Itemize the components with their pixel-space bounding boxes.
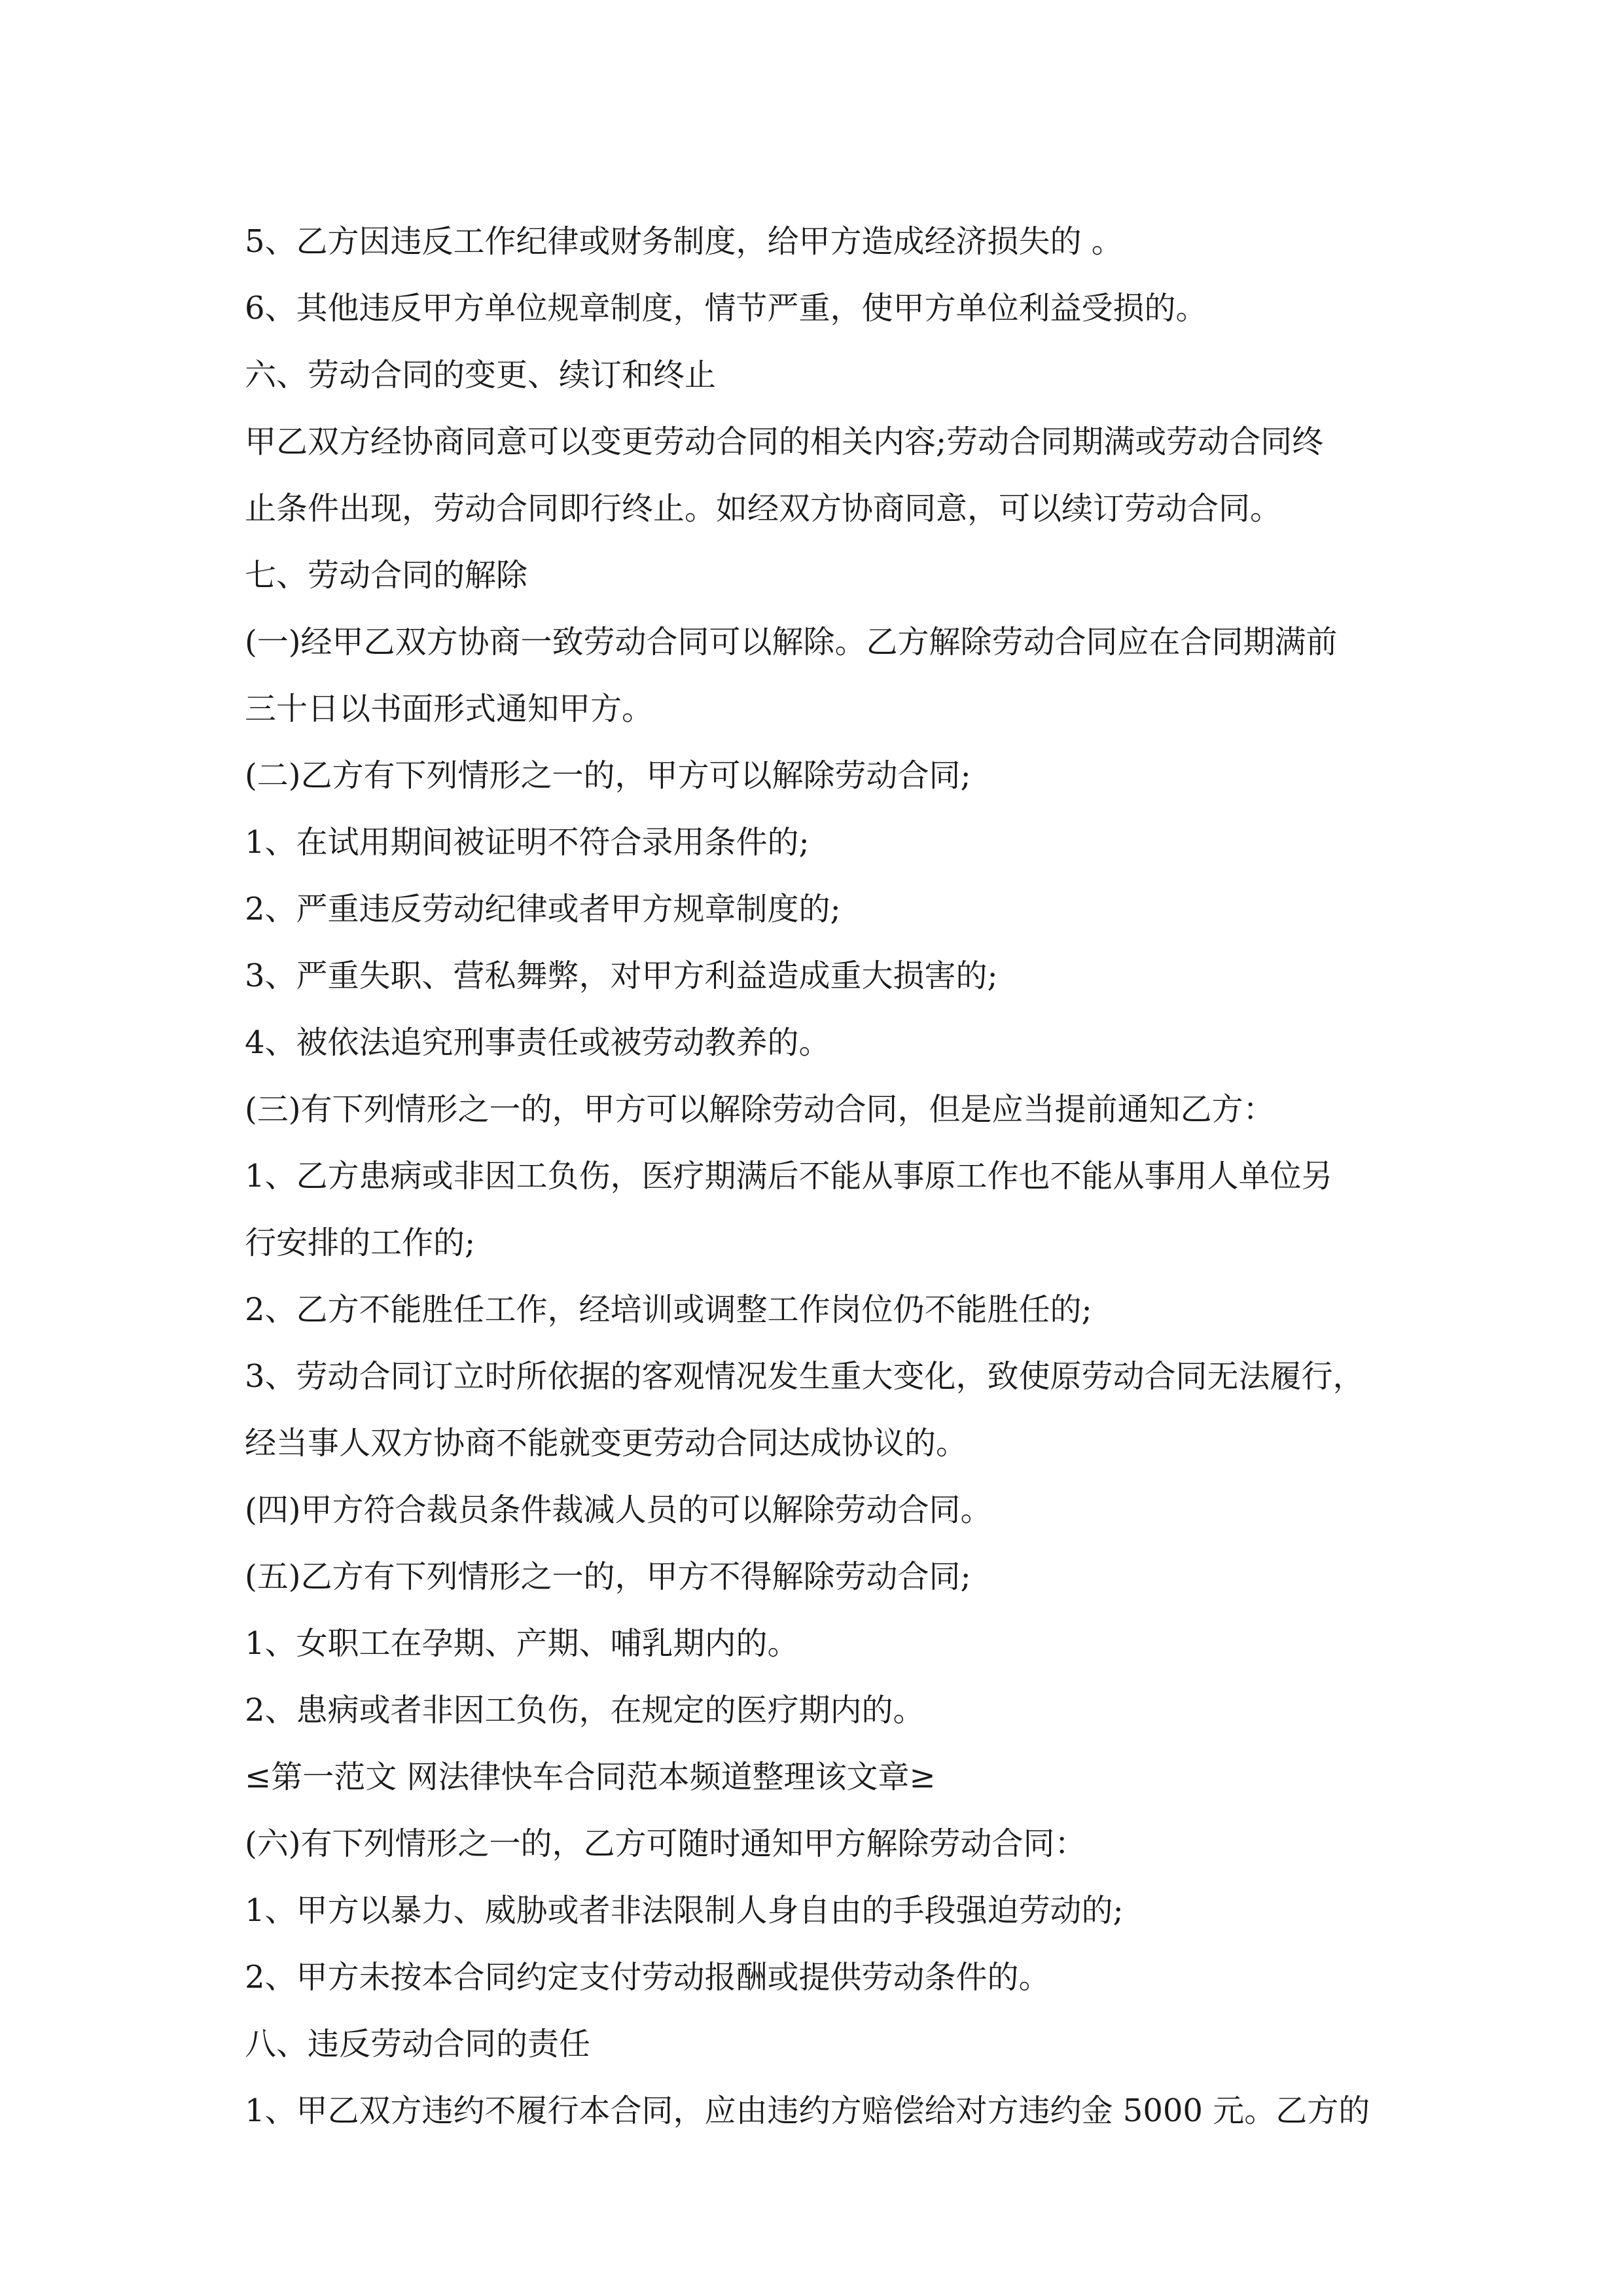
text-line: 1、甲乙双方违约不履行本合同，应由违约方赔偿给对方违约金 5000 元。乙方的 (245, 2092, 1370, 2129)
text-line: 2、严重违反劳动纪律或者甲方规章制度的; (245, 891, 841, 927)
section-heading: 八、违反劳动合同的责任 (245, 2026, 591, 2062)
text-line: 6、其他违反甲方单位规章制度，情节严重，使甲方单位利益受损的。 (245, 290, 1207, 327)
text-line: 1、女职工在孕期、产期、哺乳期内的。 (245, 1625, 799, 1662)
section-heading: 七、劳动合同的解除 (245, 557, 528, 594)
text-line: (二)乙方有下列情形之一的，甲方可以解除劳动合同; (245, 757, 971, 794)
document-body (245, 208, 1423, 2144)
text-line: 4、被依法追究刑事责任或被劳动教养的。 (245, 1024, 830, 1061)
text-line: 3、严重失职、营私舞弊，对甲方利益造成重大损害的; (245, 958, 998, 994)
text-line: (一)经甲乙双方协商一致劳动合同可以解除。乙方解除劳动合同应在合同期满前 (245, 624, 1338, 660)
text-line: 甲乙双方经协商同意可以变更劳动合同的相关内容;劳动合同期满或劳动合同终 (245, 423, 1324, 460)
text-line: 三十日以书面形式通知甲方。 (245, 691, 654, 727)
text-line: (六)有下列情形之一的，乙方可随时通知甲方解除劳动合同： (245, 1825, 1086, 1862)
text-line: (四)甲方符合裁员条件裁减人员的可以解除劳动合同。 (245, 1492, 992, 1528)
section-heading: 六、劳动合同的变更、续订和终止 (245, 357, 717, 393)
text-line: 1、在试用期间被证明不符合录用条件的; (245, 824, 810, 861)
text-line: 1、乙方患病或非因工负伤，医疗期满后不能从事原工作也不能从事用人单位另 (245, 1158, 1333, 1194)
text-line: (五)乙方有下列情形之一的，甲方不得解除劳动合同; (245, 1558, 971, 1595)
text-line: 止条件出现，劳动合同即行终止。如经双方协商同意，可以续订劳动合同。 (245, 490, 1282, 527)
text-line: (三)有下列情形之一的，甲方可以解除劳动合同，但是应当提前通知乙方： (245, 1091, 1275, 1128)
text-line: 2、乙方不能胜任工作，经培训或调整工作岗位仍不能胜任的; (245, 1291, 1092, 1328)
text-line: 经当事人双方协商不能就变更劳动合同达成协议的。 (245, 1425, 968, 1462)
source-note: ≤第一范文 网法律快车合同范本频道整理该文章≥ (245, 1759, 936, 1795)
text-line: 5、乙方因违反工作纪律或财务制度，给甲方造成经济损失的 。 (245, 223, 1123, 260)
text-line: 2、甲方未按本合同约定支付劳动报酬或提供劳动条件的。 (245, 1959, 1050, 1996)
text-line: 3、劳动合同订立时所依据的客观情况发生重大变化，致使原劳动合同无法履行， (245, 1358, 1364, 1395)
text-line: 1、甲方以暴力、威胁或者非法限制人身自由的手段强迫劳动的; (245, 1892, 1124, 1929)
text-line: 2、患病或者非因工负伤，在规定的医疗期内的。 (245, 1692, 925, 1729)
text-line: 行安排的工作的; (245, 1225, 476, 1261)
